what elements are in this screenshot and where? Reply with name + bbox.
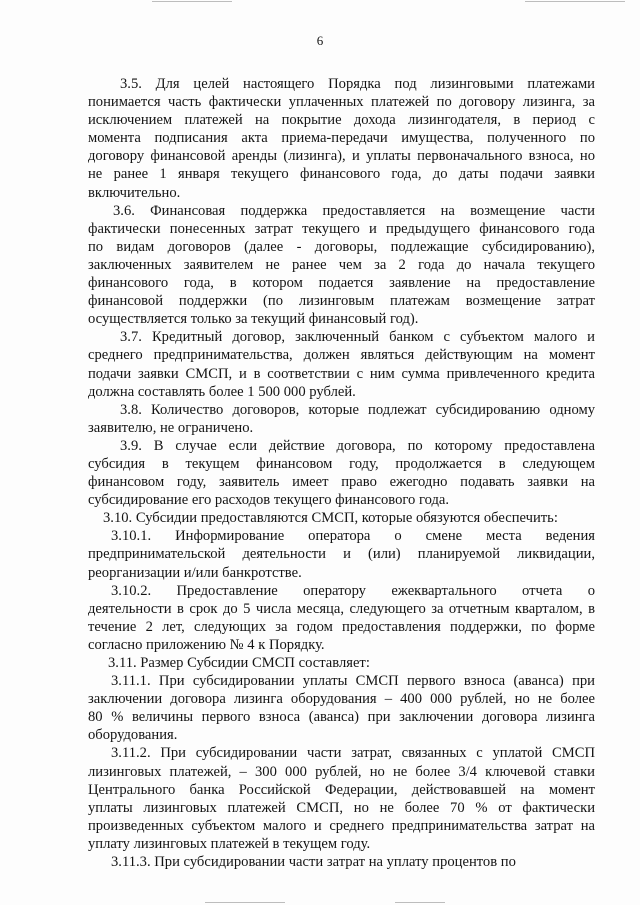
paragraph-line: договору финансовой аренды (лизинга), и уплаты первоначального взноса, но	[88, 148, 595, 165]
paragraph-line: исключением платежей на покрытие дохода лизингодателя, в период с	[88, 112, 595, 129]
paragraph-line: течение 2 лет, следующих за годом предоставления поддержки, по форме	[88, 618, 595, 635]
paragraph-line: 3.5. Для целей настоящего Порядка под лизинговыми платежами	[120, 76, 595, 92]
paragraph-line: предпринимательской деятельности и (или) планируемой ликвидации,	[88, 546, 595, 563]
paragraph-line: должна составлять более 1 500 000 рублей.	[88, 383, 356, 400]
paragraph-p3-6	[88, 202, 595, 329]
paragraph-line: финансовом году, заявитель имеет право ежегодно подавать заявки на	[88, 474, 595, 491]
paragraph-line: Центрального банка Российской Федерации, действовавшей на момент	[88, 781, 595, 798]
paragraph-line: финансовой поддержки (по лизинговым платежам возмещение затрат	[88, 293, 595, 310]
paragraph-line: лизинговых платежей, – 300 000 рублей, но не более 3/4 ключевой ставки	[88, 763, 595, 780]
scan-edge-mark	[525, 1, 625, 2]
paragraph-p3-11	[88, 654, 595, 672]
paragraph-line: фактически понесенных затрат текущего и предыдущего финансового года	[88, 220, 595, 237]
paragraph-line: 80 % величины первого взноса (аванса) при заключении договора лизинга	[88, 709, 595, 726]
paragraph-line: заявителю, не ограничено.	[88, 419, 254, 436]
paragraph-p3-11-2	[88, 744, 595, 853]
paragraph-p3-11-1	[88, 672, 595, 744]
paragraph-p3-7	[88, 328, 595, 400]
paragraph-p3-10	[88, 509, 595, 527]
paragraph-line: 3.11.3. При субсидировании части затрат на уплату процентов по	[111, 854, 516, 871]
paragraph-p3-10-2	[88, 582, 595, 654]
paragraph-p3-10-1	[88, 527, 595, 581]
paragraph-line: подачи заявки СМСП, и в соответствии с ним сумма привлеченного кредита	[88, 365, 595, 382]
paragraph-line: субсидия в текущем финансовом году, продолжается в следующем	[88, 455, 595, 472]
paragraph-line: оборудования.	[88, 727, 178, 744]
scan-edge-mark	[152, 1, 232, 2]
paragraph-line: 3.9. В случае если действие договора, по которому предоставлена	[120, 437, 595, 454]
paragraph-p3-11-3	[88, 853, 595, 871]
paragraph-line: 3.11.1. При субсидировании уплаты СМСП первого взноса (аванса) при	[111, 673, 595, 690]
paragraph-line: 3.11.2. При субсидировании части затрат, связанных с уплатой СМСП	[111, 745, 595, 762]
document-body	[88, 75, 595, 871]
paragraph-line: реорганизации и/или банкротстве.	[88, 564, 302, 581]
paragraph-line: по видам договоров (далее - договоры, подлежащие субсидированию),	[88, 238, 595, 255]
paragraph-line: среднего предпринимательства, должен являться действующим на момент	[88, 347, 595, 364]
paragraph-p3-9	[88, 437, 595, 509]
paragraph-p3-5	[88, 75, 595, 202]
paragraph-line: заключенных заявителем не ранее чем за 2 года до начала текущего	[88, 256, 595, 273]
paragraph-line: включительно.	[88, 184, 181, 201]
scan-edge-mark	[395, 902, 445, 903]
paragraph-line: осуществляется только за текущий финансовый год).	[88, 311, 419, 328]
paragraph-line: 3.10.2. Предоставление оператору ежеквартального отчета о	[111, 582, 595, 599]
scan-edge-mark	[205, 902, 285, 903]
paragraph-line: согласно приложению № 4 к Порядку.	[88, 636, 325, 653]
paragraph-line: 3.7. Кредитный договор, заключенный банком с субъектом малого и	[120, 329, 595, 346]
paragraph-line: произведенных субъектом малого и среднего предпринимательства затрат на	[88, 817, 595, 834]
paragraph-line: деятельности в срок до 5 числа месяца, следующего за отчетным кварталом, в	[88, 600, 595, 617]
paragraph-line: заключении договора лизинга оборудования – 400 000 рублей, но не более	[88, 691, 595, 708]
paragraph-p3-8	[88, 401, 595, 437]
paragraph-line: 3.10. Субсидии предоставляются СМСП, которые обязуются обеспечить:	[103, 510, 558, 527]
paragraph-line: не ранее 1 января текущего финансового года, до даты подачи заявки	[88, 166, 595, 183]
paragraph-line: финансового года, в котором подается заявление на предоставление	[88, 275, 595, 292]
paragraph-line: субсидирование его расходов текущего финансового года.	[88, 492, 449, 509]
paragraph-line: момента подписания акта приема-передачи имущества, полученного по	[88, 130, 595, 147]
page-number: 6	[316, 33, 324, 48]
paragraph-line: 3.10.1. Информирование оператора о смене места ведения	[111, 528, 595, 545]
paragraph-line: понимается часть фактически уплаченных платежей по договору лизинга, за	[88, 94, 595, 111]
paragraph-line: 3.6. Финансовая поддержка предоставляется на возмещение части	[113, 202, 595, 219]
paragraph-line: уплату лизинговых платежей в текущем году.	[88, 835, 371, 852]
paragraph-line: уплаты лизинговых платежей СМСП, но не более 70 % от фактически	[88, 799, 595, 816]
paragraph-line: 3.11. Размер Субсидии СМСП составляет:	[108, 655, 370, 671]
paragraph-line: 3.8. Количество договоров, которые подлежат субсидированию одному	[120, 401, 595, 418]
